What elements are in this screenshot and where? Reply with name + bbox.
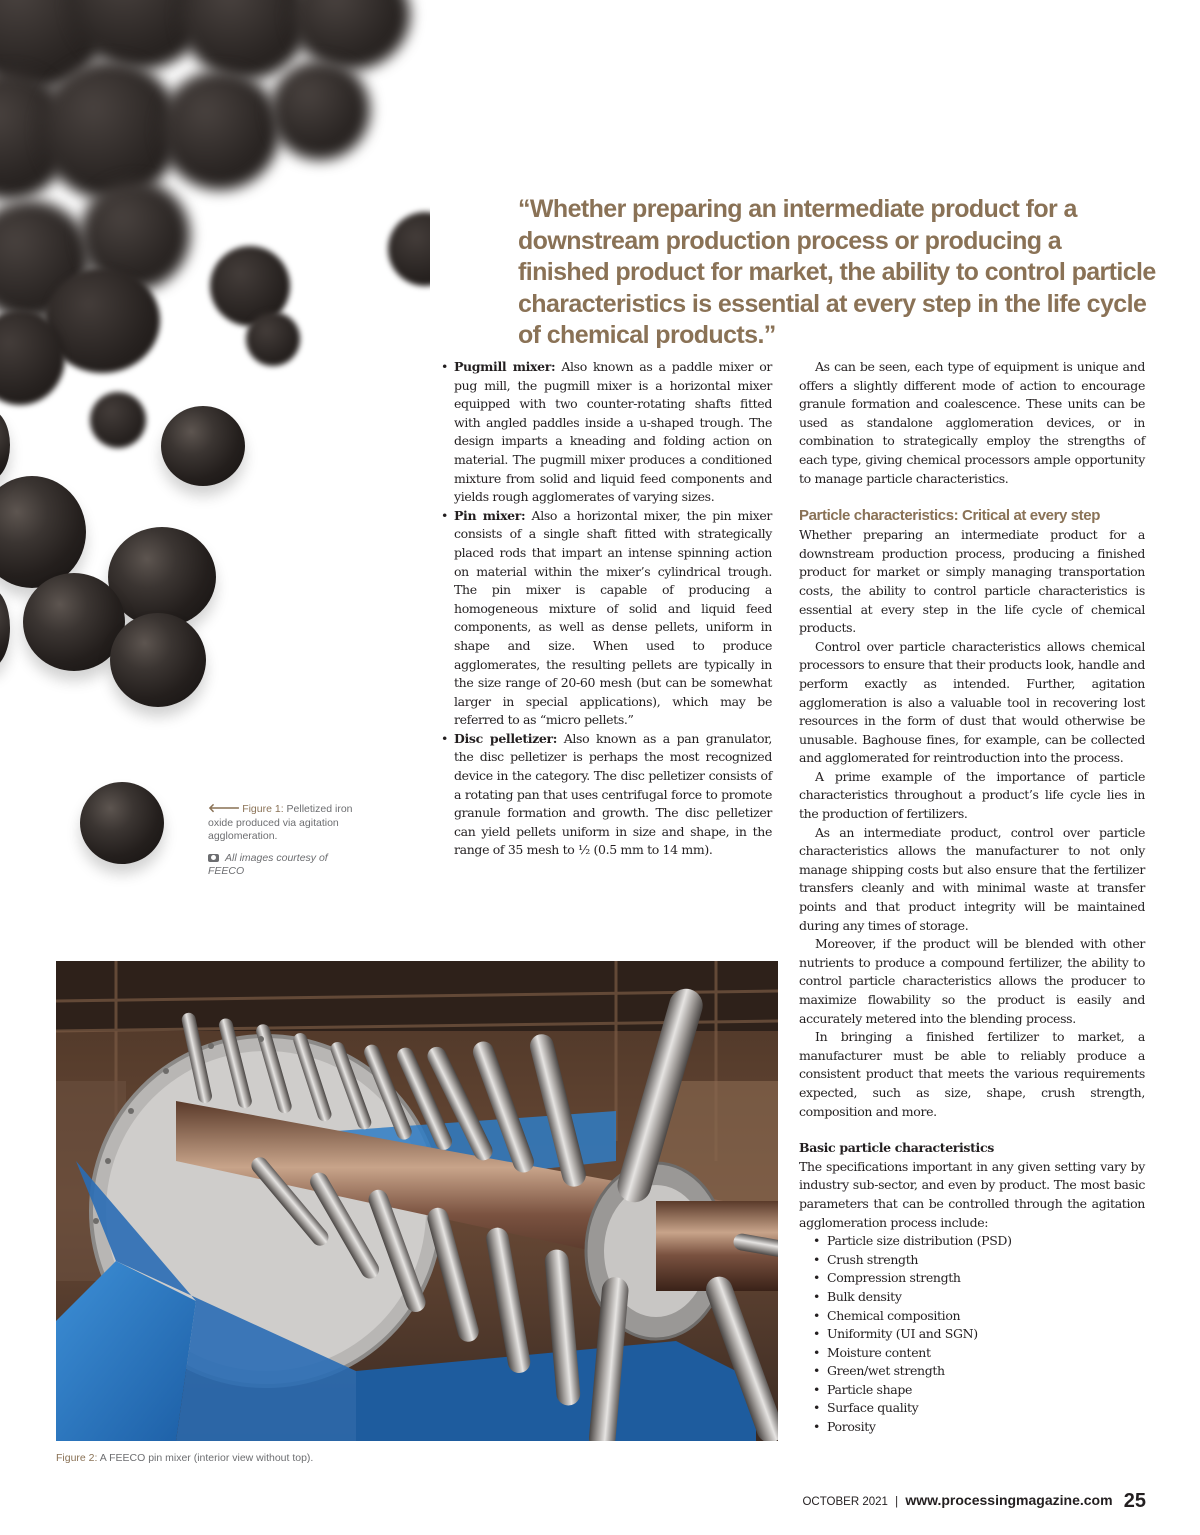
figure1-label: Figure 1: [242, 803, 284, 815]
pellet [0, 476, 86, 588]
pellet [161, 406, 245, 486]
figure2-text: A FEECO pin mixer (interior view without top). [99, 1452, 314, 1464]
column-2 [799, 358, 1145, 1437]
bullet-term: Pin mixer: [454, 507, 526, 523]
list-item: • Bulk density [813, 1288, 1145, 1307]
bullet-text: Also known as a paddle mixer or pug mill, the pugmill mixer is a horizontal mixer equipped with two counter-rotating shafts fitted with angled paddles inside a u-shaped trough. The design imparts a kneading and folding action on material. The pugmill mixer produces a conditioned mixture from solid and liquid feed components and yields rough agglomerates of varying sizes. [454, 359, 773, 505]
paragraph: In bringing a finished fertilizer to market, a manufacturer must be able to reliably produce a consistent product that meets the various requirements expected, such as size, shape, crush strength, composition and more. [799, 1029, 1145, 1119]
column-1 [440, 358, 772, 860]
characteristics-list [799, 1232, 1145, 1437]
pellet [108, 527, 216, 627]
paragraph: As an intermediate product, control over particle characteristics allows the manufacturer to not only manage shipping costs but also ensure that the fertilizer transfers cleanly and with minimal waste at transfer points and that product integrity will be maintained during any times of storage. [799, 824, 1145, 933]
paragraph: Moreover, if the product will be blended with other nutrients to produce a compound fertilizer, the ability to control particle characteristics allows the producer to maximize flowability so the product is easily and accurately metered into the blending process. [799, 936, 1145, 1026]
list-item: • Particle size distribution (PSD) [813, 1232, 1145, 1251]
list-item: • Porosity [813, 1418, 1145, 1437]
list-item: • Crush strength [813, 1251, 1145, 1270]
pellet [0, 588, 10, 668]
issue-date: OCTOBER 2021 [802, 1496, 888, 1508]
pellet [0, 410, 10, 480]
figure1-text: Pelletized iron oxide produced via agitation agglomeration. [208, 803, 353, 842]
bullet-text: Also a horizontal mixer, the pin mixer consists of a single shaft fitted with strategically placed rods that impart an intense spinning action on material within the mixer’s cylindrical trough. The pin mixer is capable of producing a homogeneous mixture of solid and liquid feed components, as well as dense pellets, uniform in shape and size. When used to produce agglomerates, the resulting pellets are typically in the size range of 20-60 mesh (but can be somewhat larger in special applications), which may be referred to as “micro pellets.” [454, 507, 773, 728]
bullet-term: Disc pelletizer: [454, 730, 557, 746]
figure1-pellets-image [0, 0, 430, 940]
pellet [110, 613, 206, 707]
list-item: • Moisture content [813, 1344, 1145, 1363]
figure2-label: Figure 2: [56, 1452, 98, 1464]
pull-quote: “Whether preparing an intermediate product for a downstream production process or producing a finished product for market, the ability to control particle characteristics is essential at every step in the life cycle of chemical products.” [518, 195, 1156, 349]
section-heading: Particle characteristics: Critical at every step [799, 507, 1100, 525]
image-credit: All images courtesy of FEECO [208, 851, 328, 877]
equipment-bullet [440, 730, 772, 860]
figure1-caption [208, 802, 358, 879]
equipment-bullet [440, 358, 772, 507]
list-item: • Green/wet strength [813, 1362, 1145, 1381]
page-footer [802, 1490, 1146, 1513]
equipment-bullet [440, 507, 772, 730]
pellet [160, 70, 280, 190]
pellet [246, 312, 300, 366]
figure2-caption [56, 1452, 313, 1464]
footer-separator: | [895, 1496, 899, 1508]
website-link[interactable]: www.processingmagazine.com [905, 1492, 1113, 1508]
list-item: • Chemical composition [813, 1307, 1145, 1326]
section-heading: Basic particle characteristics [799, 1140, 994, 1156]
paragraph: As can be seen, each type of equipment is unique and offers a slightly different mode of action to encourage granule formation and coalescence. These units can be used as standalone agglomeration devices, or in combination to strategically employ the strengths of each type, giving chemical processors ample opportunity to manage particle characteristics. [799, 359, 1145, 486]
bullet-term: Pugmill mixer: [454, 359, 556, 374]
paragraph: A prime example of the importance of particle characteristics throughout a product’s life cycle lies in the production of fertilizers. [799, 768, 1145, 822]
paragraph: The specifications important in any given setting vary by industry sub-sector, and even by product. The most basic parameters that can be controlled through the agitation agglomeration process include: [799, 1158, 1145, 1230]
bullet-text: Also known as a pan granulator, the disc pelletizer is perhaps the most recognized device in the category. The disc pelletizer consists of a rotating pan that uses centrifugal force to promote granule formation and growth. The disc pelletizer can yield pellets uniform in size and shape, in the range of 35 mesh to ½ (0.5 mm to 14 mm). [454, 730, 772, 858]
pellet [80, 782, 164, 864]
arrow-left-icon: 🡐 [208, 801, 241, 815]
pellet [90, 392, 146, 448]
pellet [290, 0, 410, 70]
figure2-pin-mixer-image [56, 961, 778, 1441]
camera-icon [208, 854, 219, 862]
list-item: • Compression strength [813, 1269, 1145, 1288]
list-item: • Surface quality [813, 1399, 1145, 1418]
pellet [270, 60, 370, 160]
list-item: • Particle shape [813, 1381, 1145, 1400]
paragraph: Whether preparing an intermediate product for a downstream production process, producing a finished product for market or simply managing transportation costs, the ability to control particle characteristics is essential at every step in the life cycle of chemical products. [799, 527, 1145, 636]
pellet [40, 60, 180, 200]
pellet [388, 212, 430, 286]
list-item: • Uniformity (UI and SGN) [813, 1325, 1145, 1344]
page-number: 25 [1123, 1490, 1146, 1512]
paragraph: Control over particle characteristics allows chemical processors to ensure that their products look, handle and perform exactly as intended. Further, agitation agglomeration is also a valuable tool in recovering lost resources in the form of dust that would otherwise be unusable. Baghouse fines, for example, can be collected and agglomerated for reintroduction into the process. [799, 638, 1145, 766]
